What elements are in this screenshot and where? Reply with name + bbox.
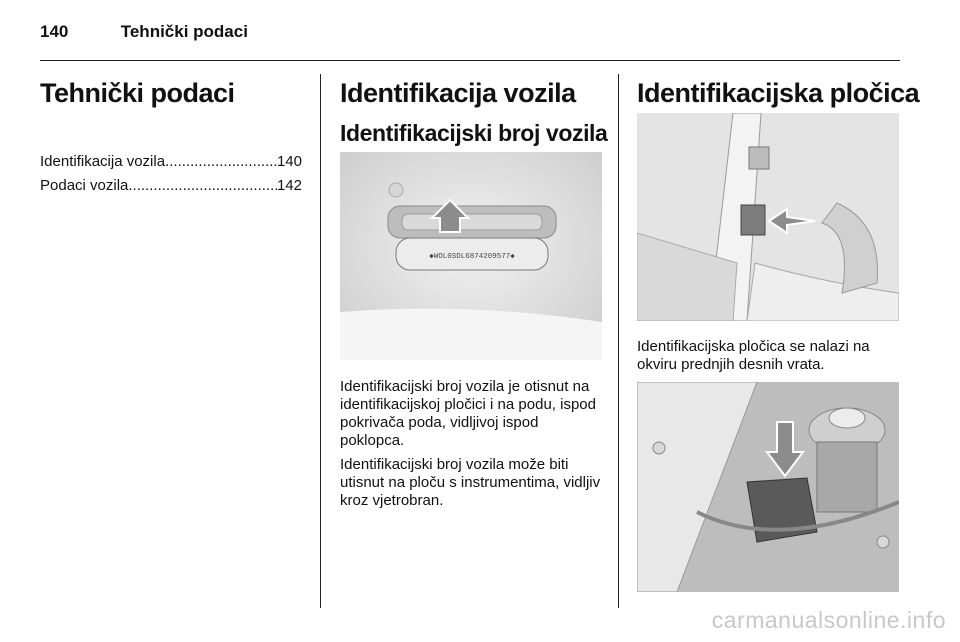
paragraph: Identifikacijski broj vozila može biti utisnut na ploču s instrumentima, vidljiv kroz vjetrobran. (340, 456, 601, 509)
toc-page: 142 (276, 177, 302, 194)
header-rule (40, 60, 900, 61)
door-frame-illustration (637, 113, 899, 321)
engine-bay-figure (637, 382, 899, 592)
vin-plate-illustration (340, 152, 602, 360)
toc-label: Podaci vozila (40, 177, 129, 194)
header-title: Tehnički podaci (120, 22, 248, 41)
toc-page: 140 (276, 153, 302, 170)
page-number: 140 (40, 22, 69, 41)
section-title: Tehnički podaci (40, 78, 235, 108)
column-divider (320, 74, 321, 608)
page-header (40, 22, 248, 42)
vin-text: ◆WOL0SDL6874209577◆ (429, 253, 515, 261)
paragraph: Identifikacijski broj vozila je otisnut na identifikacijskoj pločici i na podu, ispod pokrivača poda, vidljivoj ispod poklopca. (340, 378, 596, 449)
door-frame-figure (637, 113, 899, 321)
toc-entry[interactable] (40, 174, 302, 198)
column-divider (618, 74, 619, 608)
toc-label: Identifikacija vozila (40, 153, 166, 170)
table-of-contents (40, 150, 302, 198)
subsection-title: Identifikacijski broj vozila (340, 120, 608, 146)
toc-leader (165, 150, 277, 174)
watermark: carmanualsonline.info (711, 607, 946, 633)
chapter-title: Identifikacijska pločica (637, 78, 920, 108)
chapter-title: Identifikacija vozila (340, 78, 576, 108)
caption: Identifikacijska pločica se nalazi na okviru prednjih desnih vrata. (637, 338, 870, 373)
toc-leader (128, 174, 277, 198)
toc-entry[interactable] (40, 150, 302, 174)
engine-bay-illustration (637, 382, 899, 592)
vin-figure (340, 152, 602, 360)
